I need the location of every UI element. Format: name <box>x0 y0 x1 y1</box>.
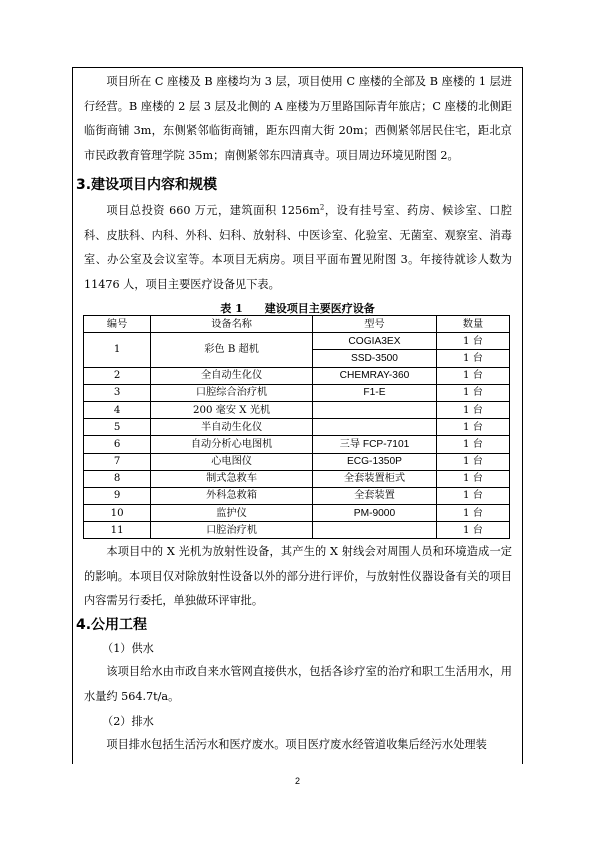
cell-qty: 1 台 <box>436 470 509 487</box>
cell-name: 半自动生化仪 <box>151 419 313 436</box>
cell-model: SSD-3500 <box>313 350 437 367</box>
water-supply-paragraph: 该项目给水由市政自来水管网直接供水，包括各诊疗室的治疗和职工生活用水，用水量约 564.7t/a。 <box>84 665 512 703</box>
cell-qty: 1 台 <box>436 487 509 504</box>
table-row <box>84 522 510 539</box>
cell-model <box>313 522 437 539</box>
drainage-subheading: （2）排水 <box>102 715 154 728</box>
cell-no: 5 <box>84 419 151 436</box>
cell-qty: 1 台 <box>436 384 509 401</box>
table-row <box>84 505 510 522</box>
page-number: 2 <box>294 776 300 786</box>
cell-model: F1-E <box>313 384 437 401</box>
table-header-row <box>84 316 510 333</box>
cell-no: 6 <box>84 436 151 453</box>
cell-no: 2 <box>84 367 151 384</box>
cell-model: 三导 FCP-7101 <box>313 436 437 453</box>
table-row <box>84 453 510 470</box>
scale-superscript: 2 <box>319 203 325 212</box>
water-supply-subheading: （1）供水 <box>102 642 154 655</box>
cell-qty: 1 台 <box>436 350 509 367</box>
scale-text-a: 项目总投资 660 万元，建筑面积 1256m <box>106 204 320 217</box>
table-row <box>84 384 510 401</box>
cell-qty: 1 台 <box>436 453 509 470</box>
cell-qty: 1 台 <box>436 436 509 453</box>
table-row <box>84 487 510 504</box>
cell-name: 彩色 B 超机 <box>151 333 313 367</box>
drainage-paragraph: 项目排水包括生活污水和医疗废水。项目医疗废水经管道收集后经污水处理装 <box>106 738 487 751</box>
table-row <box>84 436 510 453</box>
table-row <box>84 401 510 418</box>
cell-qty: 1 台 <box>436 333 509 350</box>
xray-paragraph: 本项目中的 X 光机为放射性设备，其产生的 X 射线会对周围人员和环境造成一定的影响。本项目仅对除放射性设备以外的部分进行评价，与放射性仪器设备有关的项目内容需另行委托，单独做环评审批。 <box>84 545 512 608</box>
table-row <box>84 367 510 384</box>
cell-qty: 1 台 <box>436 401 509 418</box>
cell-name: 自动分析心电图机 <box>151 436 313 453</box>
cell-model: CHEMRAY-360 <box>313 367 437 384</box>
cell-qty: 1 台 <box>436 367 509 384</box>
cell-no: 10 <box>84 505 151 522</box>
table-caption: 表 1 建设项目主要医疗设备 <box>220 302 375 315</box>
cell-name: 200 毫安 X 光机 <box>151 401 313 418</box>
cell-name: 口腔综合治疗机 <box>151 384 313 401</box>
scale-paragraph <box>84 199 512 297</box>
cell-no: 9 <box>84 487 151 504</box>
cell-name: 外科急救箱 <box>151 487 313 504</box>
cell-name: 全自动生化仪 <box>151 367 313 384</box>
header-no: 编号 <box>84 316 151 333</box>
cell-name: 监护仪 <box>151 505 313 522</box>
cell-name: 心电图仪 <box>151 453 313 470</box>
cell-model: COGIA3EX <box>313 333 437 350</box>
cell-no: 3 <box>84 384 151 401</box>
cell-model: 全套装置 <box>313 487 437 504</box>
table-row <box>84 470 510 487</box>
header-model: 型号 <box>313 316 437 333</box>
intro-paragraph: 项目所在 C 座楼及 B 座楼均为 3 层，项目使用 C 座楼的全部及 B 座楼的 1 层进行经营。B 座楼的 2 层 3 层及北侧的 A 座楼为万里路国际青年旅店；C 座楼的北侧距临街商铺 3m，东侧紧邻临街商铺，距东四南大街 20m；西侧紧邻居民住宅，距北京市民政教育管理学院 35m；南侧紧邻东四清真寺。项目周边环境见附图 2。 <box>84 75 512 162</box>
section-4-heading: 4.公用工程 <box>76 617 148 633</box>
cell-name: 制式急救车 <box>151 470 313 487</box>
header-name: 设备名称 <box>151 316 313 333</box>
cell-qty: 1 台 <box>436 419 509 436</box>
cell-no: 4 <box>84 401 151 418</box>
cell-model: PM-9000 <box>313 505 437 522</box>
cell-qty: 1 台 <box>436 522 509 539</box>
cell-model <box>313 419 437 436</box>
cell-no: 7 <box>84 453 151 470</box>
cell-no: 1 <box>84 333 151 367</box>
cell-no: 11 <box>84 522 151 539</box>
cell-model <box>313 401 437 418</box>
equipment-table <box>83 315 510 539</box>
cell-model: ECG-1350P <box>313 453 437 470</box>
scale-text-b: ，设有挂号室、药房、候诊室、口腔科、皮肤科、内科、外科、妇科、放射科、中医诊室、化验室、无菌室、观察室、消毒室、办公室及会议室等。本项目无病房。项目平面布置见附图 3。年接待就诊人数为 11476 人，项目主要医疗设备见下表。 <box>84 204 512 291</box>
cell-model: 全套装置柜式 <box>313 470 437 487</box>
header-qty: 数量 <box>436 316 509 333</box>
table-row <box>84 333 510 350</box>
cell-qty: 1 台 <box>436 505 509 522</box>
table-row <box>84 419 510 436</box>
cell-no: 8 <box>84 470 151 487</box>
cell-name: 口腔治疗机 <box>151 522 313 539</box>
section-3-heading: 3.建设项目内容和规模 <box>76 177 218 193</box>
